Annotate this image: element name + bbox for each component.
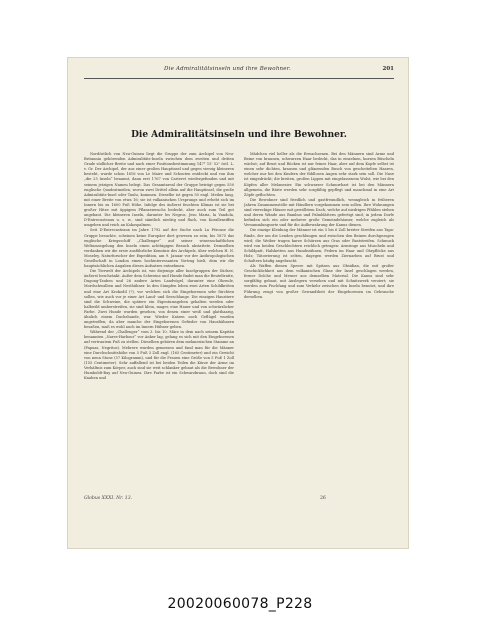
footer-sheet-number: 26 <box>320 496 326 501</box>
running-header <box>84 64 394 76</box>
paragraph: Die einzige Kleidung der Männer ist ein 5 bis 6 Zoll breiter Streifen aus Tapa-Rinde, der um die Lenden geschlungen und zwischen den Beinen durchgezogen wird; die Weiber tragen kurze Schürzen aus Gras oder Baststreifen. Schmuck wird von beiden Geschlechtern reichlich getragen: Armringe aus Muscheln und Schildpatt, Halsketten aus Hundezähnen, Federn im Haar und Ohrpflöcke aus Holz; Tätowierung ist selten, dagegen werden Ziernarben auf Brust und Schultern häufig angebracht. <box>244 228 394 263</box>
article-title: Die Admiralitätsinseln und ihre Bewohner. <box>131 130 347 140</box>
paragraph: Seit D'Entrecasteaux im Jahre 1792 auf der Suche nach La Pérouse die Gruppe besuchte, scheinen keine Europäer dort gewesen zu sein, bis 1875 das englische Kriegsschiff „Challenger“ auf seiner wissenschaftlichen Weltumsegelung den Inseln einen achttägigen Besuch abstattete. Demselben verdanken wir die erste ausführliche Kenntnis des Archipels, über welchen H. N. Moseley, Naturforscher der Expedition, am 9. Januar vor der Anthropologischen Gesellschaft in London einen hochinteressanten Vortrag hielt, dem wir die hauptsächlichen Angaben dieses Aufsatzes entnehmen. <box>84 228 234 269</box>
text-column-right <box>244 152 394 492</box>
paragraph: Nordöstlich von Neu-Guinea liegt die Gruppe der zum Archipel von Neu-Britannia gehörenden Admiralitäts-Inseln zwischen dem zweiten und dritten Grade südlicher Breite und nach einer Positionsbestimmung 147° 15' 52" östl. L. v. Gr. Der Archipel, der aus einer großen Hauptinsel und gegen vierzig kleineren besteht, wurde schon 1616 von Le Maire und Schouten entdeckt und von ihm „die 25 Inseln“ benannt, dann erst 1767 von Carteret wiedergefunden und mit seinem jetzigen Namen belegt. Das Gesamtareal der Gruppe beträgt gegen 550 englische Quadratmeilen, wovon zwei Drittel allein auf die Hauptinsel, die große Admiralitäts-Insel oder Taulu, kommen. Dieselbe ist gegen 50 engl. Meilen lang, mit einer Breite von etwa 16; sie ist vulkanischen Ursprungs und erhebt sich im Innern bis zu 1600 Fuß Höhe. Infolge des äußerst feuchten Klimas ist sie bei großer Hitze mit üppigem Pflanzenwuchs bedeckt, aber auch zum Teil gut angebaut. Die kleineren Inseln, darunter les Negros, Jesu Maria, la Vandola, D'Entrecasteaux u. s. w., sind sämtlich niedrig und flach, von Korallenriffen umgeben und reich an Kokospalmen. <box>84 152 234 228</box>
image-caption: 20020060078_P228 <box>167 596 313 612</box>
page-number: 201 <box>382 66 394 72</box>
running-title: Die Admiralitätsinseln und ihre Bewohner. <box>164 66 291 72</box>
paragraph: Die Bewohner sind friedlich und gastfreundlich, wenngleich in früheren Jahren Zusammenstöße mit Händlern vorgekommen sein sollen. Ihre Wohnungen sind viereckige Häuser mit gewölbtem Dach, welche auf niedrigen Pfählen stehen und deren Wände aus Bambus und Palmblättern gefertigt sind; in jedem Dorfe befinden sich ein oder mehrere große Gemeindehäuser, welche zugleich als Versammlungsorte und für die Aufbewahrung der Kanus dienen. <box>244 197 394 228</box>
paragraph: Die Tierwelt der Archipels ist, wie diejenige aller Inselgruppen der Südsee, äußerst beschränkt. Außer dem Schweine und Hunde findet man die Beuteltratte, Dugong-Tauben und 26 andere Arten Landvögel, darunter eine Ohreule, Mordschwalben und Nesthühner. In den Sümpfen leben zwei Arten Schildkröten und eine Art Krokodil (?), vor welchen sich die Eingeborenen sehr fürchten sollen, wie auch vor je einer Art Land- und Seeschlange. Die einzigen Haustiere sind die Schweine, die spätere ein Eigentumsgeben gehalten werden oder halbwild umherstreifen, sie sind klein, mager, eine Hauer und von schwärzlicher Farbe. Zwei Hunde wurden gesehen, von denen einer weiß und glatthaarig, ähnlich einem Dachshunde, war. Wieder Katzen noch Geflügel wurden angetroffen; da aber manche der Eingeborenen Gefieder von Haushühnern besaßen, muß es wohl auch im Innern Hühner geben. <box>84 269 234 330</box>
paragraph: Mädchen viel heller als die Erwachsenen. Bei den Männern sind Arme und Beine von braunen, schwarzen Haar bedeckt, das in einzelnen, kurzen Büscheln wächst; auf Brust und Rücken ist nur feines Haar, aber auf dem Kopfe selbst ist einen sehr dichten, krausen und glänzenden Busch von gescheitelten Haaren, welcher nur bei den Kindern der fühllosen Augen sehr stark sein soll. Die Nase ist eingedrückt; die breiten, großen Lippen mit eingelassenem Wulst, wie bei den Köpfen aller Melanesier. Ein schwarzer Schnurrbart ist bei den Männern allgemein, die Bärte werden sehr sorgfältig gepflegt und manchmal in eine Art Zöpfe geflochten. <box>244 152 394 197</box>
footer-signature: Globus XXXI. Nr. 13. <box>84 496 133 501</box>
header-rule <box>84 78 394 79</box>
paragraph: Während der „Challenger“ vom 3. bis 10. März in dem nach seinem Kapitän benannten „Nares-Harbour“ vor Anker lag, gelang es sich mit den Eingeborenen auf vertrautem Fuß zu stellen. Dieselben gehören dem melanesischen Stamme an (Papuas, Negritos). Mehrere wurden gemessen und fand man für die Männer eine Durchschnittshöhe von 5 Fuß 3 Zoll engl. (165 Centimeter) und ein Gewicht von neun Stone (57 Kilogramm), und für die Frauen eine Größe von 5 Fuß 1 Zoll (155 Centimeter). Sehr auffallend ist bei beiden Teilen die Kürze der Arme im Verhältnis zum Körper, auch sind sie weit schlanker gebaut als die Bewohner der Humboldt-Bay auf Neu-Guinea. Ihre Farbe ist ein Schwarzbraun, doch sind die Knaben und <box>84 330 234 381</box>
paragraph: Als Waffen dienen Speere mit Spitzen aus Obsidian, die mit großer Geschicklichkeit aus dem vulkanischen Glase der Insel geschlagen werden, ferner Dolche und Messer aus demselben Material. Die Kanus sind sehr sorgfältig gebaut, mit Auslegern versehen und mit Schnitzwerk verziert; sie werden zum Fischfang und zum Verkehr zwischen den Inseln benutzt, und ihre Führung zeugt von großer Gewandtheit der Eingeborenen im Gebrauche derselben. <box>244 264 394 299</box>
text-column-left <box>84 152 234 492</box>
